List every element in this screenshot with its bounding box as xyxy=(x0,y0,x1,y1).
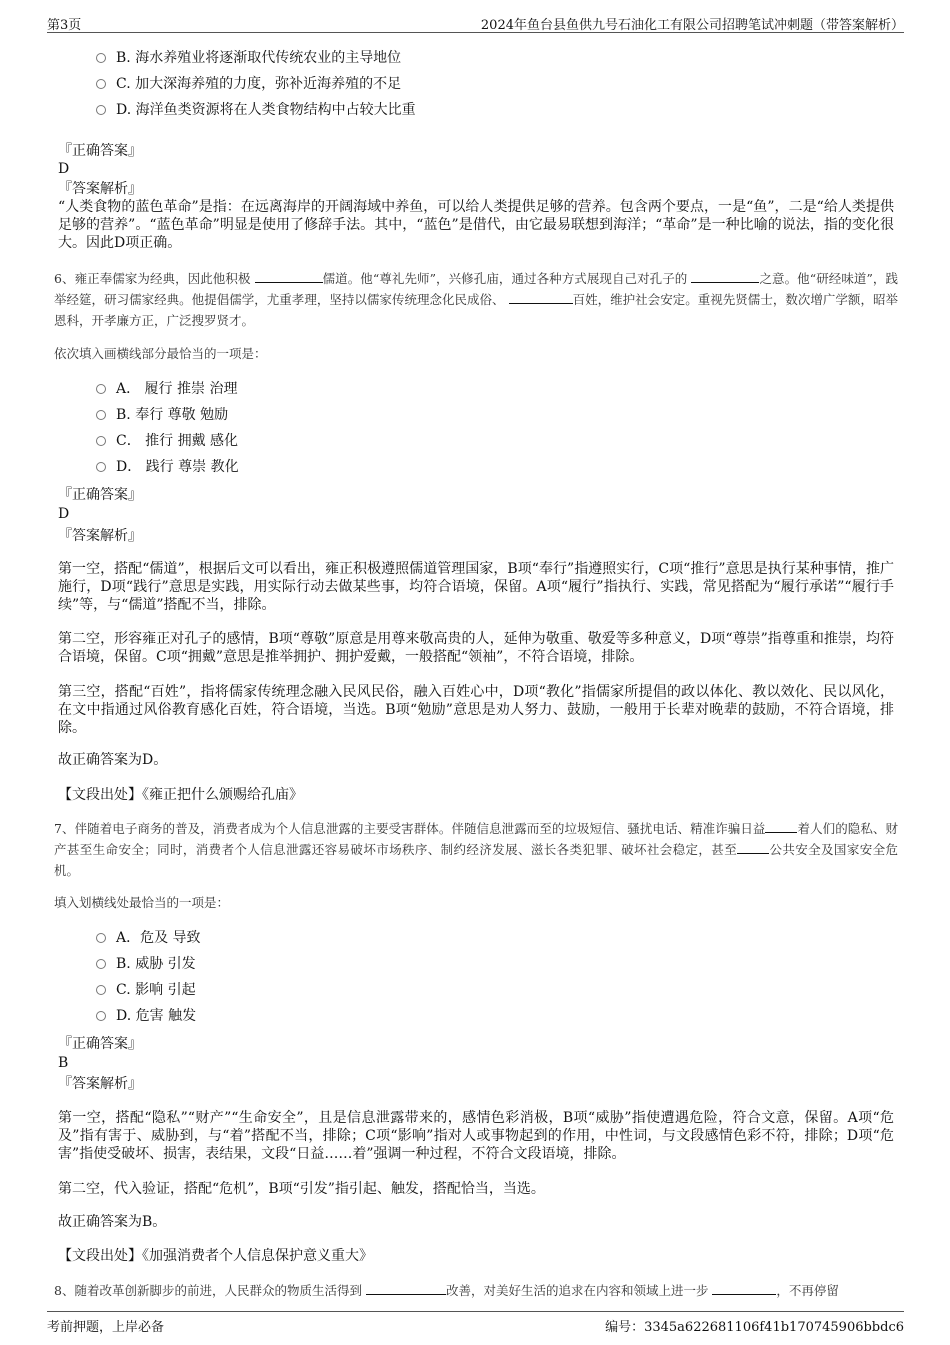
radio-icon[interactable] xyxy=(96,79,106,89)
q6-analysis-label: 『答案解析』 xyxy=(58,528,142,544)
radio-icon[interactable] xyxy=(96,933,106,943)
blank-2 xyxy=(691,270,759,283)
q6-conclusion: 故正确答案为D。 xyxy=(58,752,168,768)
footer-slogan: 考前押题，上岸必备 xyxy=(47,1320,165,1335)
blank-1 xyxy=(765,820,797,833)
q5-option-c[interactable]: C. 加大深海养殖的力度，弥补近海养殖的不足 xyxy=(96,75,401,93)
document-title: 2024年鱼台县鱼供九号石油化工有限公司招聘笔试冲刺题（带答案解析） xyxy=(480,18,904,33)
q5-analysis: “人类食物的蓝色革命”是指：在远离海岸的开阔海域中养鱼，可以给人类提供足够的营养。包含两个要点，一是“鱼”，二是“给人类提供足够的营养”。“蓝色革命”明显是使用了修辞手法。其中，“蓝色”是借代，由它最易联想到海洋；“革命”是一种比喻的说法，指的变化很大。因此D项正确。 xyxy=(58,199,894,251)
q6-option-a[interactable]: A． 履行 推崇 治理 xyxy=(96,380,237,398)
q5-analysis-label: 『答案解析』 xyxy=(58,181,142,197)
q7-answer-label: 『正确答案』 xyxy=(58,1036,142,1052)
radio-icon[interactable] xyxy=(96,410,106,420)
radio-icon[interactable] xyxy=(96,384,106,394)
blank-2 xyxy=(712,1282,776,1295)
page-number: 第3页 xyxy=(47,18,82,33)
page-footer xyxy=(47,1311,904,1334)
blank-1 xyxy=(255,270,323,283)
q7-source: 【文段出处】《加强消费者个人信息保护意义重大》 xyxy=(58,1248,373,1264)
q6-option-c[interactable]: C． 推行 拥戴 感化 xyxy=(96,432,238,450)
q6-option-d[interactable]: D． 践行 尊崇 教化 xyxy=(96,458,239,476)
q7-option-a[interactable]: A．危及 导致 xyxy=(96,929,201,947)
radio-icon[interactable] xyxy=(96,436,106,446)
q5-answer: D xyxy=(58,161,70,177)
q8-stem: 8、随着改革创新脚步的前进，人民群众的物质生活得到 改善，对美好生活的追求在内容和领域上进一步 ，不再停留 xyxy=(54,1283,839,1298)
q7-option-d[interactable]: D. 危害 触发 xyxy=(96,1007,196,1025)
q6-prompt: 依次填入画横线部分最恰当的一项是： xyxy=(54,346,267,361)
blank-1 xyxy=(366,1282,446,1295)
q6-analysis-para3: 第三空，搭配“百姓”，指将儒家传统理念融入民风民俗，融入百姓心中，D项“教化”指儒家所提倡的政以体化、教以效化、民以风化，在文中指通过风俗教育感化百姓，符合语境，当选。B项“勉励”意思是劝人努力、鼓励，一般用于长辈对晚辈的鼓励，不符合语境，排除。 xyxy=(58,684,894,736)
radio-icon[interactable] xyxy=(96,53,106,63)
document-id: 编号：3345a622681106f41b170745906bbdc6 xyxy=(605,1320,904,1335)
q7-analysis-label: 『答案解析』 xyxy=(58,1076,142,1092)
q7-conclusion: 故正确答案为B。 xyxy=(58,1214,167,1230)
page-header xyxy=(47,12,904,33)
q6-analysis-para1: 第一空，搭配“儒道”，根据后文可以看出，雍正积极遵照儒道管理国家，B项“奉行”指遵照实行，C项“推行”意思是执行某种事情，推广施行，D项“践行”意思是实践，用实际行动去做某些事，均符合语境，保留。A项“履行”指执行、实践，常见搭配为“履行承诺”“履行手续”等，与“儒道”搭配不当，排除。 xyxy=(58,561,894,613)
q6-option-b[interactable]: B. 奉行 尊敬 勉励 xyxy=(96,406,228,424)
blank-2 xyxy=(737,841,769,854)
radio-icon[interactable] xyxy=(96,462,106,472)
blank-3 xyxy=(509,291,573,304)
q7-analysis-para1: 第一空，搭配“隐私”“财产”“生命安全”，且是信息泄露带来的，感情色彩消极，B项“威胁”指使遭遇危险，符合文意，保留。A项“危及”指有害于、威胁到，与“着”搭配不当，排除；C项“影响”指对人或事物起到的作用，中性词，与文段感情色彩不符，排除；D项“危害”指使受破坏、损害，表结果，文段“日益……着”强调一种过程，不符合文段语境，排除。 xyxy=(58,1110,894,1162)
q7-stem: 7、伴随着电子商务的普及，消费者成为个人信息泄露的主要受害群体。伴随信息泄露而至的垃圾短信、骚扰电话、精准诈骗日益 着人们的隐私、财产甚至生命安全；同时，消费者个人信息泄露还容易破坏市场秩序、制约经济发展、滋长各类犯罪、破坏社会稳定，甚至 公共安全及国家安全危机。 xyxy=(54,821,898,878)
q6-stem: 6、雍正奉儒家为经典，因此他积极 儒道。他“尊礼先师”，兴修孔庙，通过各种方式展现自己对孔子的 之意。他“研经味道”，践举经筵，研习儒家经典。他提倡儒学，尤重孝理，坚持以儒家传统理念化民成俗、 百姓，维护社会安定。重视先贤儒士，数次增广学额，昭举恩科，开孝廉方正，广泛搜罗贤才。 xyxy=(54,271,898,328)
q7-option-b[interactable]: B. 威胁 引发 xyxy=(96,955,196,973)
radio-icon[interactable] xyxy=(96,105,106,115)
q6-analysis-para2: 第二空，形容雍正对孔子的感情，B项“尊敬”原意是用尊来敬高贵的人，延伸为敬重、敬爱等多种意义，D项“尊崇”指尊重和推崇，均符合语境，保留。C项“拥戴”意思是推举拥护、拥护爱戴，一般搭配“领袖”，不符合语境，排除。 xyxy=(58,631,894,665)
q6-answer: D xyxy=(58,506,70,522)
q5-option-b[interactable]: B. 海水养殖业将逐渐取代传统农业的主导地位 xyxy=(96,49,401,67)
q7-prompt: 填入划横线处最恰当的一项是： xyxy=(54,895,230,910)
q7-option-c[interactable]: C. 影响 引起 xyxy=(96,981,196,999)
radio-icon[interactable] xyxy=(96,959,106,969)
q6-answer-label: 『正确答案』 xyxy=(58,487,142,503)
radio-icon[interactable] xyxy=(96,1011,106,1021)
q7-answer: B xyxy=(58,1055,69,1071)
q5-answer-label: 『正确答案』 xyxy=(58,143,142,159)
q6-source: 【文段出处】《雍正把什么颁赐给孔庙》 xyxy=(58,787,303,803)
radio-icon[interactable] xyxy=(96,985,106,995)
q7-analysis-para2: 第二空，代入验证，搭配“危机”，B项“引发”指引起、触发，搭配恰当，当选。 xyxy=(58,1181,545,1197)
q5-option-d[interactable]: D. 海洋鱼类资源将在人类食物结构中占较大比重 xyxy=(96,101,416,119)
